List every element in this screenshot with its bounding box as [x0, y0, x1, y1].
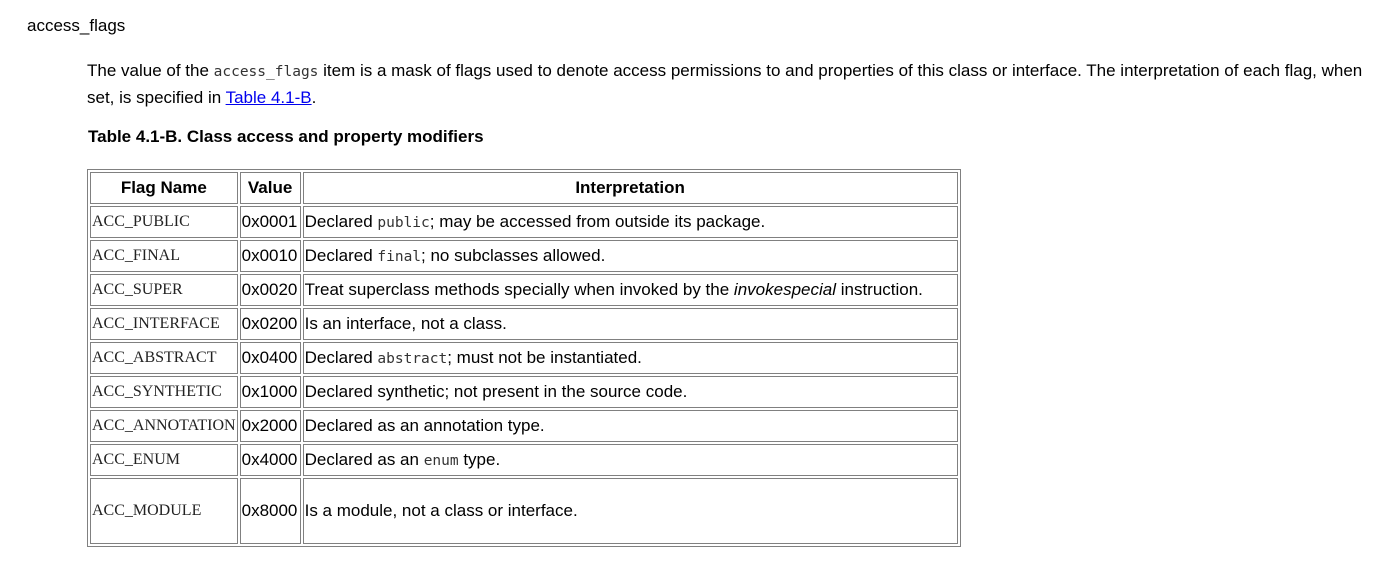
interpretation-text: Declared as an [304, 450, 424, 469]
flag-name-cell: ACC_MODULE [90, 478, 238, 544]
interpretation-text: Declared as an annotation type. [304, 416, 545, 435]
interpretation-text: Declared [304, 348, 378, 367]
interpretation-text: Is a module, not a class or interface. [304, 501, 578, 520]
header-value: Value [240, 172, 301, 204]
table-header-row [90, 172, 958, 204]
interpretation-emphasis: invokespecial [733, 280, 836, 299]
interpretation-code: enum [423, 453, 459, 469]
interpretation-cell [303, 206, 958, 238]
flag-name-cell: ACC_ABSTRACT [90, 342, 238, 374]
flag-value-cell: 0x4000 [240, 444, 301, 476]
flag-value-cell: 0x0200 [240, 308, 301, 340]
table-row [90, 410, 958, 442]
interpretation-text: Declared [304, 212, 378, 231]
interpretation-code: abstract [377, 351, 448, 367]
interpretation-text: instruction. [835, 280, 923, 299]
interpretation-text: ; may be accessed from outside its package. [429, 212, 766, 231]
table-row [90, 206, 958, 238]
interpretation-text: ; no subclasses allowed. [421, 246, 606, 265]
table-row [90, 274, 958, 306]
interpretation-text: Declared [304, 246, 378, 265]
flag-name-cell: ACC_SUPER [90, 274, 238, 306]
interpretation-cell [303, 342, 958, 374]
flag-value-cell: 0x0020 [240, 274, 301, 306]
flag-value-cell: 0x2000 [240, 410, 301, 442]
description-text-before: The value of the [87, 61, 214, 80]
interpretation-cell [303, 240, 958, 272]
flag-value-cell: 0x1000 [240, 376, 301, 408]
table-row [90, 376, 958, 408]
flag-name-cell: ACC_ANNOTATION [90, 410, 238, 442]
flag-value-cell: 0x8000 [240, 478, 301, 544]
flag-value-cell: 0x0400 [240, 342, 301, 374]
description-text-after: . [311, 88, 317, 107]
flag-value-cell: 0x0001 [240, 206, 301, 238]
table-row [90, 308, 958, 340]
interpretation-cell [303, 274, 958, 306]
interpretation-cell [303, 308, 958, 340]
term-access-flags: access_flags [27, 16, 126, 35]
flag-name-cell: ACC_FINAL [90, 240, 238, 272]
interpretation-text: Treat superclass methods specially when invoked by the [304, 280, 734, 299]
flag-name-cell: ACC_PUBLIC [90, 206, 238, 238]
interpretation-text: ; must not be instantiated. [447, 348, 642, 367]
interpretation-text: type. [458, 450, 501, 469]
interpretation-code: public [377, 215, 430, 231]
class-access-flags-table [87, 169, 961, 547]
flags-table-container [87, 169, 961, 547]
interpretation-cell [303, 478, 958, 544]
table-row [90, 478, 958, 544]
interpretation-text: Is an interface, not a class. [304, 314, 507, 333]
interpretation-text: Declared synthetic; not present in the source code. [304, 382, 688, 401]
access-flags-description [87, 58, 1367, 110]
table-row [90, 240, 958, 272]
header-flag-name: Flag Name [90, 172, 238, 204]
flag-value-cell: 0x0010 [240, 240, 301, 272]
interpretation-cell [303, 444, 958, 476]
table-row [90, 444, 958, 476]
table-row [90, 342, 958, 374]
flag-name-cell: ACC_ENUM [90, 444, 238, 476]
table-4-1-b-link[interactable]: Table 4.1-B [225, 88, 312, 107]
interpretation-cell [303, 376, 958, 408]
header-interpretation: Interpretation [303, 172, 958, 204]
table-title: Table 4.1-B. Class access and property modifiers [88, 127, 484, 146]
interpretation-code: final [377, 249, 422, 265]
interpretation-cell [303, 410, 958, 442]
flag-name-cell: ACC_SYNTHETIC [90, 376, 238, 408]
flag-name-cell: ACC_INTERFACE [90, 308, 238, 340]
access-flags-code: access_flags [213, 64, 319, 80]
description-text-middle: item is a mask of flags used to denote access permissions to and properties of this class or interface. The interpretation of each flag, when set, is specified in [87, 61, 1363, 107]
